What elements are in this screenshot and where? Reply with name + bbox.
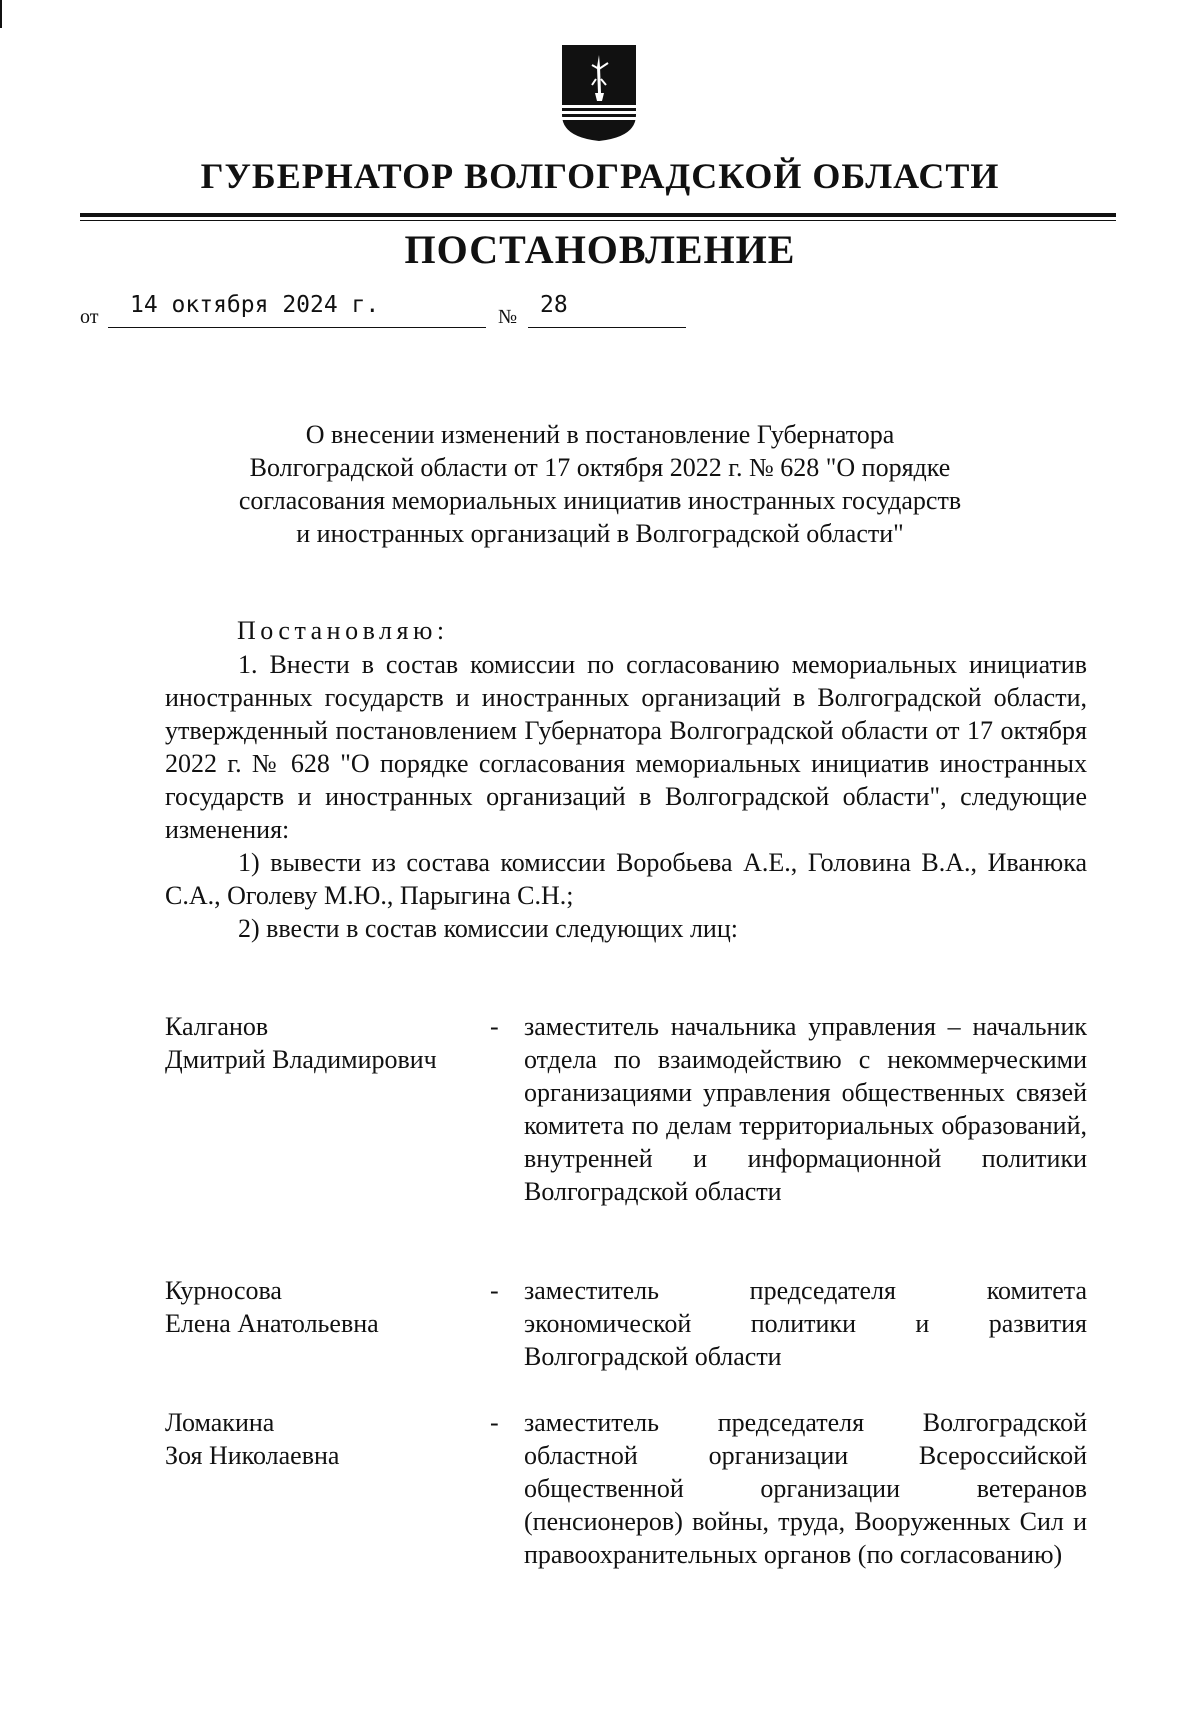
member-role: заместитель начальника управления – начальник отдела по взаимодействию с некоммерческими организациями управления общественных связей комитета по делам территориальных образований, внутренней и информационной политики Волгоградской области [524, 1012, 1087, 1206]
subject-line: согласования мемориальных инициатив иностранных государств [238, 486, 962, 515]
subject-line: и иностранных организаций в Волгоградской области" [296, 519, 904, 548]
member-surname: Ломакина [165, 1408, 275, 1437]
number-label: № [498, 306, 518, 328]
member-given-names: Дмитрий Владимирович [165, 1045, 437, 1074]
body-text [165, 648, 1087, 945]
date-underline [108, 327, 486, 328]
member-dash: - [490, 1408, 499, 1437]
header-rule-thin [80, 220, 1116, 221]
member-name [165, 1010, 485, 1076]
clause-1: 1. Внести в состав комиссии по согласованию мемориальных инициатив иностранных государств и иностранных организаций в Волгоградской области, утвержденный постановлением Губернатора Волгоградской области от 17 октября 2022 г. № 628 "О порядке согласования мемориальных инициатив иностранных государств и иностранных организаций в Волгоградской области", следующие изменения: [165, 650, 1087, 844]
subject-line: О внесении изменений в постановление Губернатора [305, 420, 895, 449]
member-surname: Калганов [165, 1012, 269, 1041]
member-role: заместитель председателя Волгоградской областной организации Всероссийской общественной организации ветеранов (пенсионеров) войны, труда, Вооруженных Сил и правоохранительных органов (по согласованию) [524, 1408, 1087, 1569]
member-name [165, 1406, 485, 1472]
number-value: 28 [540, 292, 568, 318]
member-name [165, 1274, 485, 1340]
header-rule-thick [80, 213, 1116, 217]
document-subject [150, 418, 1050, 550]
decree-word: Постановляю: [237, 616, 449, 645]
subclause-1: 1) вывести из состава комиссии Воробьева А.Е., Головина В.А., Иванюка С.А., Оголеву М.Ю., Парыгина С.Н.; [165, 848, 1087, 910]
member-dash: - [490, 1012, 499, 1041]
date-value: 14 октября 2024 г. [130, 292, 380, 318]
number-underline [528, 327, 686, 328]
member-dash: - [490, 1276, 499, 1305]
subclause-2: 2) ввести в состав комиссии следующих лиц: [238, 914, 738, 943]
member-given-names: Зоя Николаевна [165, 1441, 340, 1470]
member-surname: Курносова [165, 1276, 282, 1305]
coat-of-arms-icon [562, 45, 636, 141]
date-label: от [80, 306, 99, 328]
issuing-authority: ГУБЕРНАТОР ВОЛГОГРАДСКОЙ ОБЛАСТИ [200, 156, 1000, 196]
member-role: заместитель председателя комитета экономической политики и развития Волгоградской области [524, 1276, 1087, 1371]
scan-edge-mark [0, 0, 2, 28]
subject-line: Волгоградской области от 17 октября 2022 г. № 628 "О порядке [249, 453, 951, 482]
document-type: ПОСТАНОВЛЕНИЕ [404, 227, 796, 272]
member-given-names: Елена Анатольевна [165, 1309, 379, 1338]
